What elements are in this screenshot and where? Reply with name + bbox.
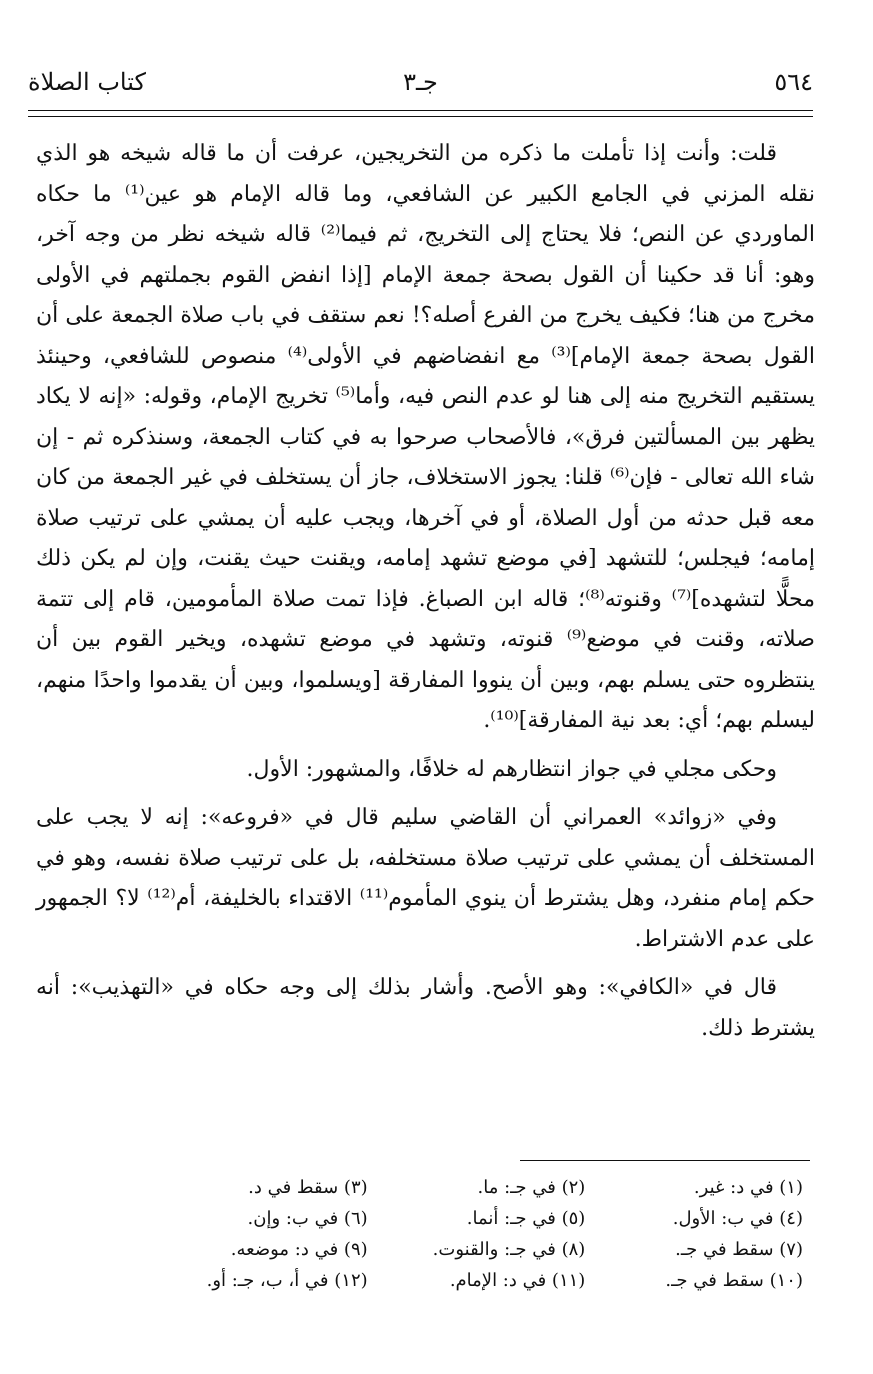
paragraph: قال في «الكافي»: وهو الأصح. وأشار بذلك إلى وجه حكاه في «التهذيب»: أنه يشترط ذلك. bbox=[36, 975, 815, 1041]
book-title: كتاب الصلاة bbox=[28, 68, 146, 96]
footnote: (٤) في ب: الأول. bbox=[672, 1208, 803, 1229]
page-number: ٥٦٤ bbox=[774, 68, 813, 96]
footnote-row bbox=[150, 1203, 803, 1234]
paragraph: قلت: وأنت إذا تأملت ما ذكره من التخريجين، عرفت أن ما قاله شيخه هو الذي نقله المزني في الجامع الكبير عن الشافعي، وما قاله الإمام هو عين⁽¹⁾ ما حكاه الماوردي عن النص؛ فلا يحتاج إلى التخريج، ثم فيما⁽²⁾ قاله شيخه نظر من وجه آخر، وهو: أنا قد حكينا أن القول بصحة جمعة الإمام [إذا انفض القوم بجملتهم في الأولى مخرج من هنا؛ فكيف يخرج من الفرع أصله؟! نعم ستقف في باب صلاة الجمعة على أن القول بصحة جمعة الإمام]⁽³⁾ مع انفضاضهم في الأولى⁽⁴⁾ منصوص للشافعي، وحينئذ يستقيم التخريج منه إلى هنا لو عدم النص فيه، وأما⁽⁵⁾ تخريج الإمام، وقوله: «إنه لا يكاد يظهر بين المسألتين فرق»، فالأصحاب صرحوا به في كتاب الجمعة، وسنذكره ثم - إن شاء الله تعالى - فإن⁽⁶⁾ قلنا: يجوز الاستخلاف، جاز أن يستخلف في غير الجمعة من كان معه قبل حدثه من أول الصلاة، أو في آخرها، ويجب عليه أن يمشي على ترتيب صلاة إمامه؛ فيجلس؛ للتشهد [في موضع تشهد إمامه، ويقنت حيث يقنت، وإن لم يكن ذلك محلًّا لتشهده]⁽⁷⁾ وقنوته⁽⁸⁾؛ قاله ابن الصباغ. فإذا تمت صلاة المأمومين، قام إلى تتمة صلاته، وقنت في موضع⁽⁹⁾ قنوته، وتشهد في موضع تشهده، ويخير القوم بين أن ينتظروه حتى يسلم بهم، وبين أن ينووا المفارقة [ويسلموا، وبين أن يقدموا واحدًا منهم، ليسلم بهم؛ أي: بعد نية المفارقة]⁽¹⁰⁾. bbox=[36, 141, 816, 733]
paragraph: وحكى مجلي في جواز انتظارهم له خلافًا، والمشهور: الأول. bbox=[246, 756, 777, 782]
footnote-row bbox=[150, 1172, 803, 1203]
footnote: (٩) في د: موضعه. bbox=[230, 1239, 368, 1260]
volume-label: جـ٣ bbox=[403, 68, 438, 96]
footnote: (١) في د: غير. bbox=[693, 1177, 803, 1198]
header-rule-thick bbox=[28, 110, 813, 111]
paragraph: وفي «زوائد» العمراني أن القاضي سليم قال في «فروعه»: إنه لا يجب على المستخلف أن يمشي على ترتيب صلاة مستخلفه، بل على ترتيب صلاة نفسه، وهو في حكم إمام منفرد، وهل يشترط أن ينوي المأموم⁽¹¹⁾ الاقتداء بالخليفة، أم⁽¹²⁾ لا؟ الجمهور على عدم الاشتراط. bbox=[36, 805, 816, 952]
footnote: (١٢) في أ، ب، جـ: أو. bbox=[206, 1270, 368, 1291]
main-text bbox=[36, 134, 815, 1057]
footnote: (٦) في ب: وإن. bbox=[247, 1208, 368, 1229]
footnote: (١١) في د: الإمام. bbox=[449, 1270, 586, 1291]
footnotes bbox=[150, 1172, 803, 1296]
footnote-separator bbox=[520, 1160, 810, 1161]
footnote: (٥) في جـ: أنما. bbox=[466, 1208, 586, 1229]
footnote-row bbox=[150, 1265, 803, 1296]
footnote: (٣) سقط في د. bbox=[248, 1177, 368, 1198]
footnote: (١٠) سقط في جـ. bbox=[665, 1270, 803, 1291]
running-header bbox=[28, 60, 813, 104]
footnote: (٧) سقط في جـ. bbox=[675, 1239, 803, 1260]
footnote-row bbox=[150, 1234, 803, 1265]
footnote: (٢) في جـ: ما. bbox=[477, 1177, 586, 1198]
footnote: (٨) في جـ: والقنوت. bbox=[432, 1239, 586, 1260]
header-rule-thin bbox=[28, 116, 813, 117]
